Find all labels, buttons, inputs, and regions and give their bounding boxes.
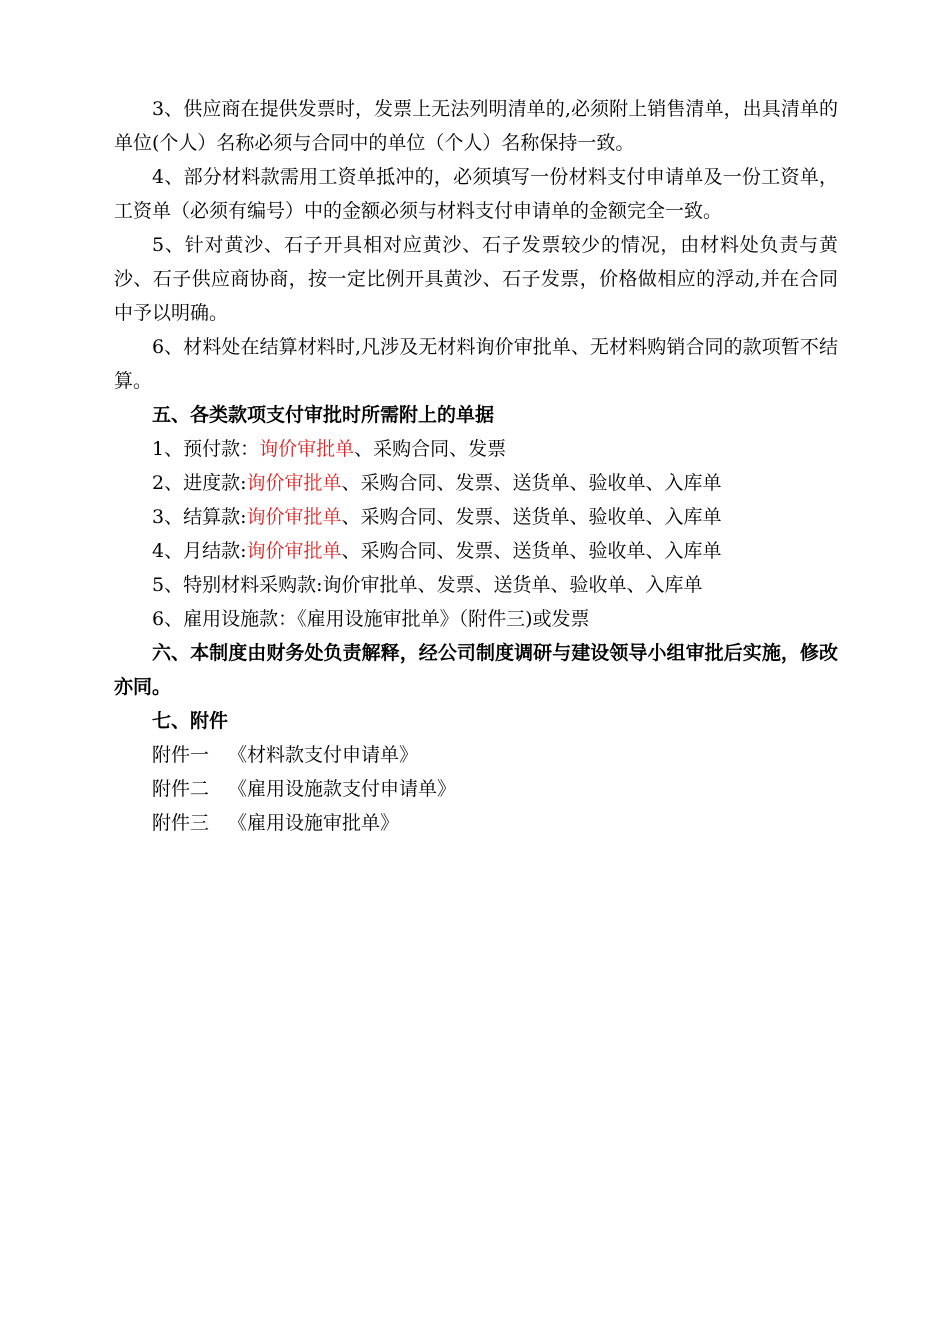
payment-item-highlight: 询价审批单 [246,506,342,528]
payment-item-1 [114,432,838,466]
attachment-2 [114,772,838,806]
paragraph-3: 3、供应商在提供发票时，发票上无法列明清单的,必须附上销售清单，出具清单的单位(个人）名称必须与合同中的单位（个人）名称保持一致。 [114,98,838,154]
payment-item-3 [114,500,838,534]
paragraph-6: 6、材料处在结算材料时,凡涉及无材料询价审批单、无材料购销合同的款项暂不结算。 [114,336,838,392]
payment-item-4 [114,534,838,568]
attachment-label: 附件二 [152,778,210,800]
attachment-title: 《材料款支付申请单》 [228,744,419,766]
payment-item-2 [114,466,838,500]
payment-item-highlight: 询价审批单 [246,540,342,562]
paragraph-5: 5、针对黄沙、石子开具相对应黄沙、石子发票较少的情况，由材料处负责与黄沙、石子供应商协商，按一定比例开具黄沙、石子发票，价格做相应的浮动,并在合同中予以明确。 [114,234,838,324]
attachment-label: 附件三 [152,812,210,834]
section-6-heading: 六、本制度由财务处负责解释，经公司制度调研与建设领导小组审批后实施，修改亦同。 [114,642,838,698]
payment-item-rest: 、采购合同、发票、送货单、验收单、入库单 [341,472,722,494]
payment-item-prefix: 1、预付款： [152,438,260,460]
attachment-label: 附件一 [152,744,210,766]
payment-item-highlight: 询价审批单 [259,438,355,460]
payment-item-prefix: 2、进度款: [152,472,247,494]
attachment-3 [114,806,838,840]
paragraph-4: 4、部分材料款需用工资单抵冲的，必须填写一份材料支付申请单及一份工资单，工资单（必须有编号）中的金额必须与材料支付申请单的金额完全一致。 [114,166,838,222]
attachment-1 [114,738,838,772]
document-body [114,92,838,840]
payment-item-highlight: 询价审批单 [246,472,342,494]
payment-item-6: 6、雇用设施款：《雇用设施审批单》（附件三)或发票 [152,608,590,630]
section-5-heading: 五、各类款项支付审批时所需附上的单据 [152,404,495,426]
payment-item-rest: 、采购合同、发票、送货单、验收单、入库单 [341,506,722,528]
payment-item-5: 5、特别材料采购款:询价审批单、发票、送货单、验收单、入库单 [152,574,703,596]
attachment-title: 《雇用设施款支付申请单》 [228,778,457,800]
payment-item-rest: 、采购合同、发票、送货单、验收单、入库单 [341,540,722,562]
section-7-heading: 七、附件 [152,710,229,732]
attachment-title: 《雇用设施审批单》 [228,812,400,834]
payment-item-rest: 、采购合同、发票 [354,438,507,460]
payment-item-prefix: 3、结算款: [152,506,247,528]
payment-item-prefix: 4、月结款: [152,540,247,562]
